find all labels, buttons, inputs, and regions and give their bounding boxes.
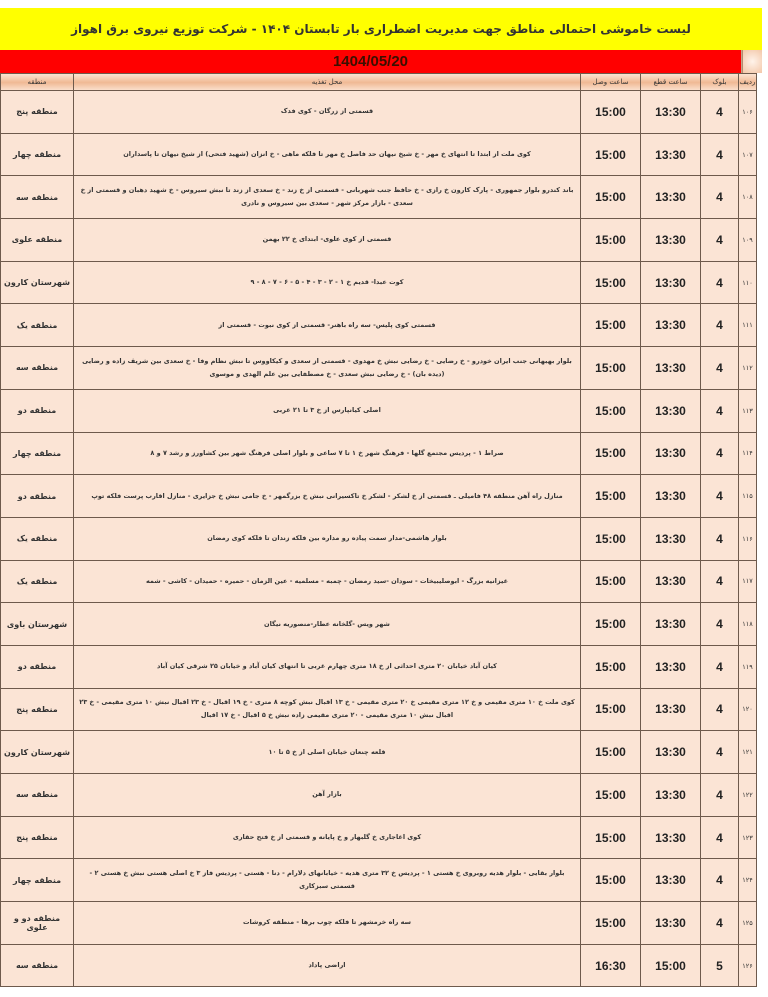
feeder-cell: باند کندرو بلوار جمهوری - پارک کارون خ رازی - خ حافظ جنب شهربانی - قسمتی از خ زند - خ سعدی از زند تا نبش سیروس - خ شهید دهبان و قسمتی از خ سعدی - بازار مرکز شهر - سعدی بین سیروس و نادری: [74, 176, 581, 219]
reconnect-time-cell: 15:00: [581, 688, 641, 731]
reconnect-time-cell: 15:00: [581, 91, 641, 134]
table-row: [1, 219, 757, 262]
schedule-date: 1404/05/20: [332, 53, 409, 70]
table-row: [1, 517, 757, 560]
block-cell: 4: [701, 261, 739, 304]
title-banner: [0, 8, 762, 50]
region-cell: منطقه پنج: [1, 91, 74, 134]
feeder-cell: بازار آهن: [74, 774, 581, 817]
cut-time-cell: 13:30: [641, 816, 701, 859]
region-cell: منطقه چهار: [1, 432, 74, 475]
feeder-cell: منازل راه آهن منطقه ۴۸ فامیلی ـ قسمتی از خ لشکر - لشکر خ تاکسیرانی نبش خ بزرگمهر - خ جامی نبش خ جزایری - منازل اقارب پرست فلکه توپ: [74, 475, 581, 518]
date-banner: [0, 50, 742, 73]
table-row: [1, 304, 757, 347]
region-cell: منطقه پنج: [1, 688, 74, 731]
cut-time-cell: 13:30: [641, 517, 701, 560]
row-number-cell: ۱۱۰: [739, 261, 757, 304]
reconnect-time-cell: 15:00: [581, 133, 641, 176]
row-number-cell: ۱۲۴: [739, 859, 757, 902]
cut-time-cell: 13:30: [641, 133, 701, 176]
block-cell: 4: [701, 389, 739, 432]
feeder-cell: اراضی پاداد: [74, 944, 581, 987]
date-row: [0, 50, 762, 73]
reconnect-time-cell: 15:00: [581, 731, 641, 774]
region-cell: منطقه دو و علوی: [1, 902, 74, 945]
reconnect-time-cell: 15:00: [581, 603, 641, 646]
cut-time-cell: 13:30: [641, 645, 701, 688]
table-row: [1, 91, 757, 134]
region-cell: منطقه دو: [1, 645, 74, 688]
table-row: [1, 261, 757, 304]
col-header-block: بلوک: [701, 74, 739, 91]
reconnect-time-cell: 15:00: [581, 816, 641, 859]
region-cell: منطقه یک: [1, 560, 74, 603]
feeder-cell: کوی ملت خ ۱۰ متری مقیمی و خ ۱۲ متری مقیمی خ ۲۰ متری مقیمی - خ ۱۳ اقبال نبش کوچه ۸ متری - خ ۱۹ اقبال - خ ۲۳ اقبال نبش ۱۰ متری مقیمی - خ ۲۳ اقبال نبش ۱۰ متری مقیمی - ۲۰ متری مقیمی زاده نبش خ ۵ اقبال - خ ۱۷ اقبال: [74, 688, 581, 731]
reconnect-time-cell: 15:00: [581, 432, 641, 475]
reconnect-time-cell: 15:00: [581, 859, 641, 902]
table-row: [1, 475, 757, 518]
reconnect-time-cell: 15:00: [581, 176, 641, 219]
region-cell: منطقه سه: [1, 944, 74, 987]
block-cell: 4: [701, 475, 739, 518]
table-row: [1, 603, 757, 646]
feeder-cell: صراط ۱ - پردیس مجتمع گلها - فرهنگ شهر خ ۱ تا ۷ ساعی و بلوار اصلی فرهنگ شهر بین کشاورز و رشد ۷ و ۸: [74, 432, 581, 475]
feeder-cell: کیان آباد خیابان ۲۰ متری احداثی از خ ۱۸ متری چهارم غربی تا انتهای کیان آباد و خیابان ۲۵ شرقی کیان آباد: [74, 645, 581, 688]
feeder-cell: قسمتی کوی پلیس- سه راه باهنر- قسمتی از کوی نبوت - قسمتی از: [74, 304, 581, 347]
table-row: [1, 176, 757, 219]
feeder-cell: کوی ملت از ابتدا تا انتهای خ مهر - خ شیخ نیهان حد فاصل خ مهر تا فلکه ماهی - خ انزان (شهید فتحی) از شیخ نیهان تا پاسداران: [74, 133, 581, 176]
row-number-cell: ۱۱۱: [739, 304, 757, 347]
row-number-cell: ۱۰۶: [739, 91, 757, 134]
row-number-cell: ۱۱۴: [739, 432, 757, 475]
table-row: [1, 816, 757, 859]
feeder-cell: قسمتی از زرگان - کوی فدک: [74, 91, 581, 134]
block-cell: 4: [701, 816, 739, 859]
cut-time-cell: 13:30: [641, 304, 701, 347]
row-number-cell: ۱۲۱: [739, 731, 757, 774]
region-cell: شهرستان کارون: [1, 731, 74, 774]
region-cell: شهرستان کارون: [1, 261, 74, 304]
cut-time-cell: 15:00: [641, 944, 701, 987]
feeder-cell: قسمتی از کوی علوی- ابتدای خ ۲۲ بهمن: [74, 219, 581, 262]
table-row: [1, 859, 757, 902]
table-row: [1, 432, 757, 475]
col-header-region: منطقه: [1, 74, 74, 91]
row-number-cell: ۱۱۳: [739, 389, 757, 432]
feeder-cell: کوت عبدا- قدیم خ ۱ - ۲ - ۳ - ۴ - ۵ - ۶ - ۷ - ۸ - ۹: [74, 261, 581, 304]
feeder-cell: بلوار بقایی - بلوار هدیه روبروی خ هستی ۱ - پردیس خ ۳۲ متری هدیه - خیابانهای دلارام - دنا - هستی - پردیس فاز ۳ خ اصلی هستی نبش خ هستی ۲ - قسمتی سبزکاری: [74, 859, 581, 902]
table-row: [1, 389, 757, 432]
row-number-cell: ۱۱۵: [739, 475, 757, 518]
feeder-cell: بلوار هاشمی-مدار سمت پیاده رو مداره بین فلکه زندان تا فلکه کوی رمضان: [74, 517, 581, 560]
cut-time-cell: 13:30: [641, 176, 701, 219]
feeder-cell: اصلی کیانپارس از خ ۳ تا ۲۱ غربی: [74, 389, 581, 432]
reconnect-time-cell: 15:00: [581, 347, 641, 390]
row-number-cell: ۱۰۷: [739, 133, 757, 176]
region-cell: منطقه یک: [1, 517, 74, 560]
table-row: [1, 560, 757, 603]
row-number-cell: ۱۱۸: [739, 603, 757, 646]
col-header-row: ردیف: [739, 74, 757, 91]
cut-time-cell: 13:30: [641, 91, 701, 134]
cut-time-cell: 13:30: [641, 389, 701, 432]
reconnect-time-cell: 15:00: [581, 774, 641, 817]
table-row: [1, 774, 757, 817]
block-cell: 4: [701, 347, 739, 390]
table-row: [1, 347, 757, 390]
row-number-cell: ۱۲۰: [739, 688, 757, 731]
cut-time-cell: 13:30: [641, 261, 701, 304]
table-row: [1, 902, 757, 945]
reconnect-time-cell: 15:00: [581, 645, 641, 688]
region-cell: منطقه یک: [1, 304, 74, 347]
block-cell: 4: [701, 176, 739, 219]
block-cell: 4: [701, 91, 739, 134]
row-number-cell: ۱۰۸: [739, 176, 757, 219]
table-row: [1, 133, 757, 176]
feeder-cell: قلعه چنعان خیابان اصلی از خ ۵ تا ۱۰: [74, 731, 581, 774]
row-number-cell: ۱۱۲: [739, 347, 757, 390]
table-row: [1, 944, 757, 987]
feeder-cell: بلوار بهبهانی جنب ایران خودرو - خ رضایی - خ رضایی نبش خ مهدوی - قسمتی از سعدی و کیکاووس تا نبش نظام وفا - خ سعدی بین شریف زاده و رضایی (دیده بان) - خ رضایی نبش سعدی - خ مصطفایی بین علم الهدی و موسوی: [74, 347, 581, 390]
region-cell: منطقه چهار: [1, 859, 74, 902]
row-number-cell: ۱۲۳: [739, 816, 757, 859]
cut-time-cell: 13:30: [641, 347, 701, 390]
row-number-cell: ۱۱۷: [739, 560, 757, 603]
cut-time-cell: 13:30: [641, 219, 701, 262]
row-number-cell: ۱۱۹: [739, 645, 757, 688]
row-number-cell: ۱۲۵: [739, 902, 757, 945]
reconnect-time-cell: 15:00: [581, 389, 641, 432]
block-cell: 4: [701, 902, 739, 945]
row-number-cell: ۱۰۹: [739, 219, 757, 262]
feeder-cell: شهر ویس -گلخانه عطار-منصوریه نیگان: [74, 603, 581, 646]
region-cell: منطقه پنج: [1, 816, 74, 859]
reconnect-time-cell: 15:00: [581, 517, 641, 560]
region-cell: منطقه سه: [1, 176, 74, 219]
block-cell: 5: [701, 944, 739, 987]
cut-time-cell: 13:30: [641, 688, 701, 731]
row-number-cell: ۱۲۲: [739, 774, 757, 817]
reconnect-time-cell: 15:00: [581, 475, 641, 518]
reconnect-time-cell: 15:00: [581, 902, 641, 945]
feeder-cell: سه راه خرمشهر تا فلکه چوب برها - منطقه کروشات: [74, 902, 581, 945]
outage-table: [0, 73, 757, 987]
table-row: [1, 645, 757, 688]
region-cell: منطقه علوی: [1, 219, 74, 262]
region-cell: منطقه چهار: [1, 133, 74, 176]
reconnect-time-cell: 15:00: [581, 261, 641, 304]
cut-time-cell: 13:30: [641, 560, 701, 603]
table-body: [1, 91, 757, 987]
cut-time-cell: 13:30: [641, 731, 701, 774]
region-cell: منطقه سه: [1, 347, 74, 390]
outage-schedule-sheet: [0, 8, 762, 987]
corner-cell: [742, 50, 762, 73]
cut-time-cell: 13:30: [641, 902, 701, 945]
page-title: لیست خاموشی احتمالی مناطق جهت مدیریت اضطراری بار تابستان ۱۴۰۴ - شرکت توزیع نیروی برق اهواز: [71, 22, 691, 36]
reconnect-time-cell: 15:00: [581, 304, 641, 347]
cut-time-cell: 13:30: [641, 603, 701, 646]
block-cell: 4: [701, 731, 739, 774]
block-cell: 4: [701, 219, 739, 262]
region-cell: منطقه دو: [1, 475, 74, 518]
cut-time-cell: 13:30: [641, 859, 701, 902]
table-row: [1, 688, 757, 731]
col-header-cut: ساعت قطع: [641, 74, 701, 91]
row-number-cell: ۱۱۶: [739, 517, 757, 560]
cut-time-cell: 13:30: [641, 774, 701, 817]
block-cell: 4: [701, 859, 739, 902]
feeder-cell: کوی اغاجاری خ گلبهار و خ پایانه و قسمتی از خ فتح حقاری: [74, 816, 581, 859]
table-header-row: [1, 74, 757, 91]
cut-time-cell: 13:30: [641, 475, 701, 518]
row-number-cell: ۱۲۶: [739, 944, 757, 987]
region-cell: شهرستان باوی: [1, 603, 74, 646]
block-cell: 4: [701, 304, 739, 347]
table-row: [1, 731, 757, 774]
feeder-cell: غیزانیه بزرگ - ابوصلیبیخات - سودان -سید رمضان - چمبه - مسلمیه - عین الزمان - حمیره - حمیدان - کاشی - شمه: [74, 560, 581, 603]
reconnect-time-cell: 16:30: [581, 944, 641, 987]
block-cell: 4: [701, 432, 739, 475]
region-cell: منطقه سه: [1, 774, 74, 817]
col-header-reconnect: ساعت وصل: [581, 74, 641, 91]
block-cell: 4: [701, 560, 739, 603]
region-cell: منطقه دو: [1, 389, 74, 432]
col-header-feeder: محل تغذیه: [74, 74, 581, 91]
block-cell: 4: [701, 645, 739, 688]
block-cell: 4: [701, 517, 739, 560]
reconnect-time-cell: 15:00: [581, 560, 641, 603]
cut-time-cell: 13:30: [641, 432, 701, 475]
block-cell: 4: [701, 688, 739, 731]
block-cell: 4: [701, 774, 739, 817]
block-cell: 4: [701, 603, 739, 646]
reconnect-time-cell: 15:00: [581, 219, 641, 262]
block-cell: 4: [701, 133, 739, 176]
